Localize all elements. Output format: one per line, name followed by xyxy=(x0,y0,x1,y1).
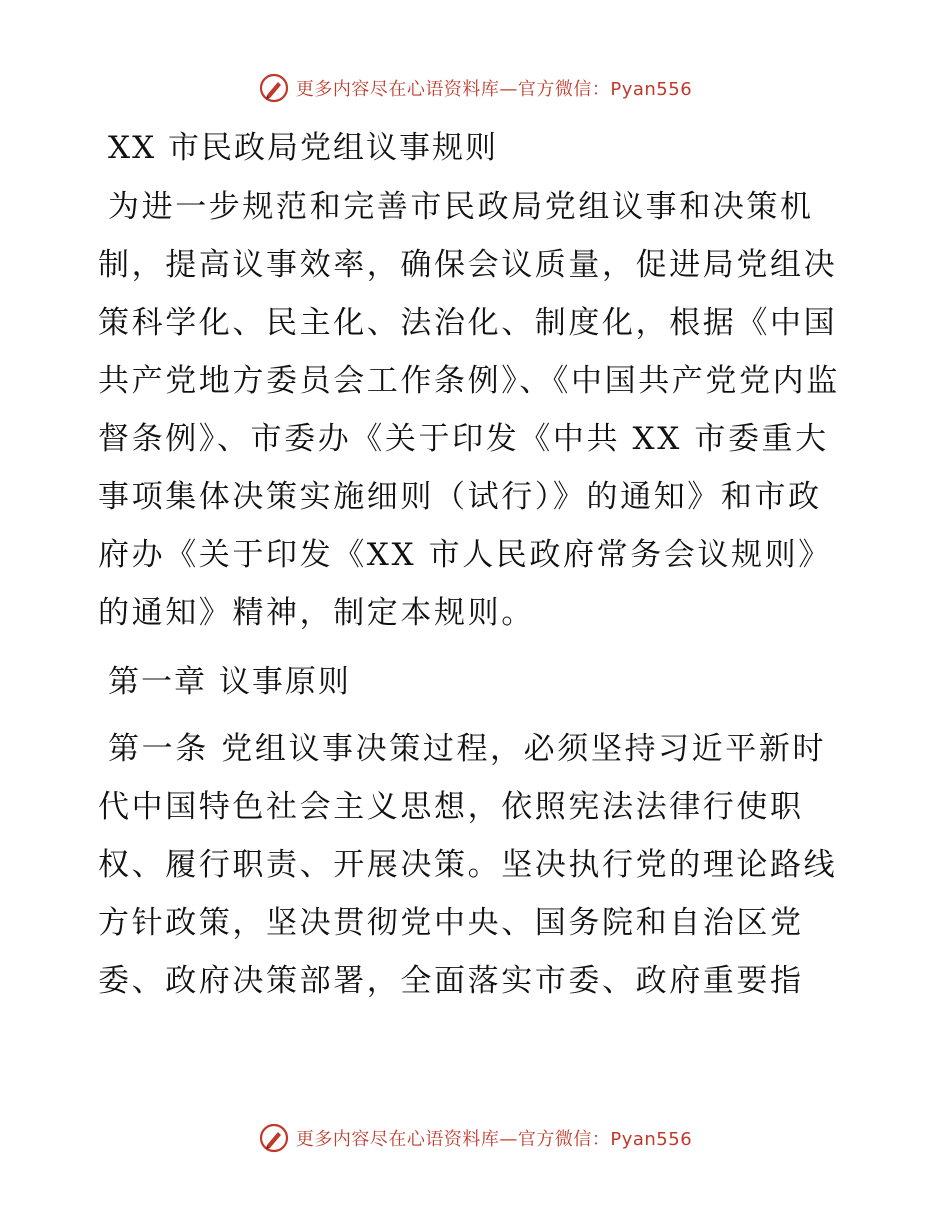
watermark-text: 更多内容尽在心语资料库—官方微信：Pyan556 xyxy=(295,1129,693,1150)
document-title: XX 市民政局党组议事规则 xyxy=(108,130,498,166)
article-paragraph: 第一条 党组议事决策过程，必须坚持习近平新时代中国特色社会主义思想，依照宪法法律行使职权、履行职责、开展决策。坚决执行党的理论路线方针政策，坚决贯彻党中央、国务院和自治区党委、政府决策部署，全面落实市委、政府重要指 xyxy=(98,731,838,999)
header-watermark xyxy=(0,72,950,104)
watermark-text: 更多内容尽在心语资料库—官方微信：Pyan556 xyxy=(295,79,693,100)
pen-logo-icon xyxy=(258,72,290,104)
chapter-heading: 第一章 议事原则 xyxy=(108,664,351,700)
footer-watermark xyxy=(0,1122,950,1154)
document-body xyxy=(98,124,850,1010)
intro-paragraph: 为进一步规范和完善市民政局党组议事和决策机制，提高议事效率，确保会议质量，促进局党组决策科学化、民主化、法治化、制度化，根据《中国共产党地方委员会工作条例》、《中国共产党党内监督条例》、市委办《关于印发《中共 XX 市委重大事项集体决策实施细则（试行）》的通知》和市政府办《关于印发《XX 市人民政府常务会议规则》的通知》精神，制定本规则。 xyxy=(98,189,840,631)
pen-logo-icon xyxy=(258,1122,290,1154)
